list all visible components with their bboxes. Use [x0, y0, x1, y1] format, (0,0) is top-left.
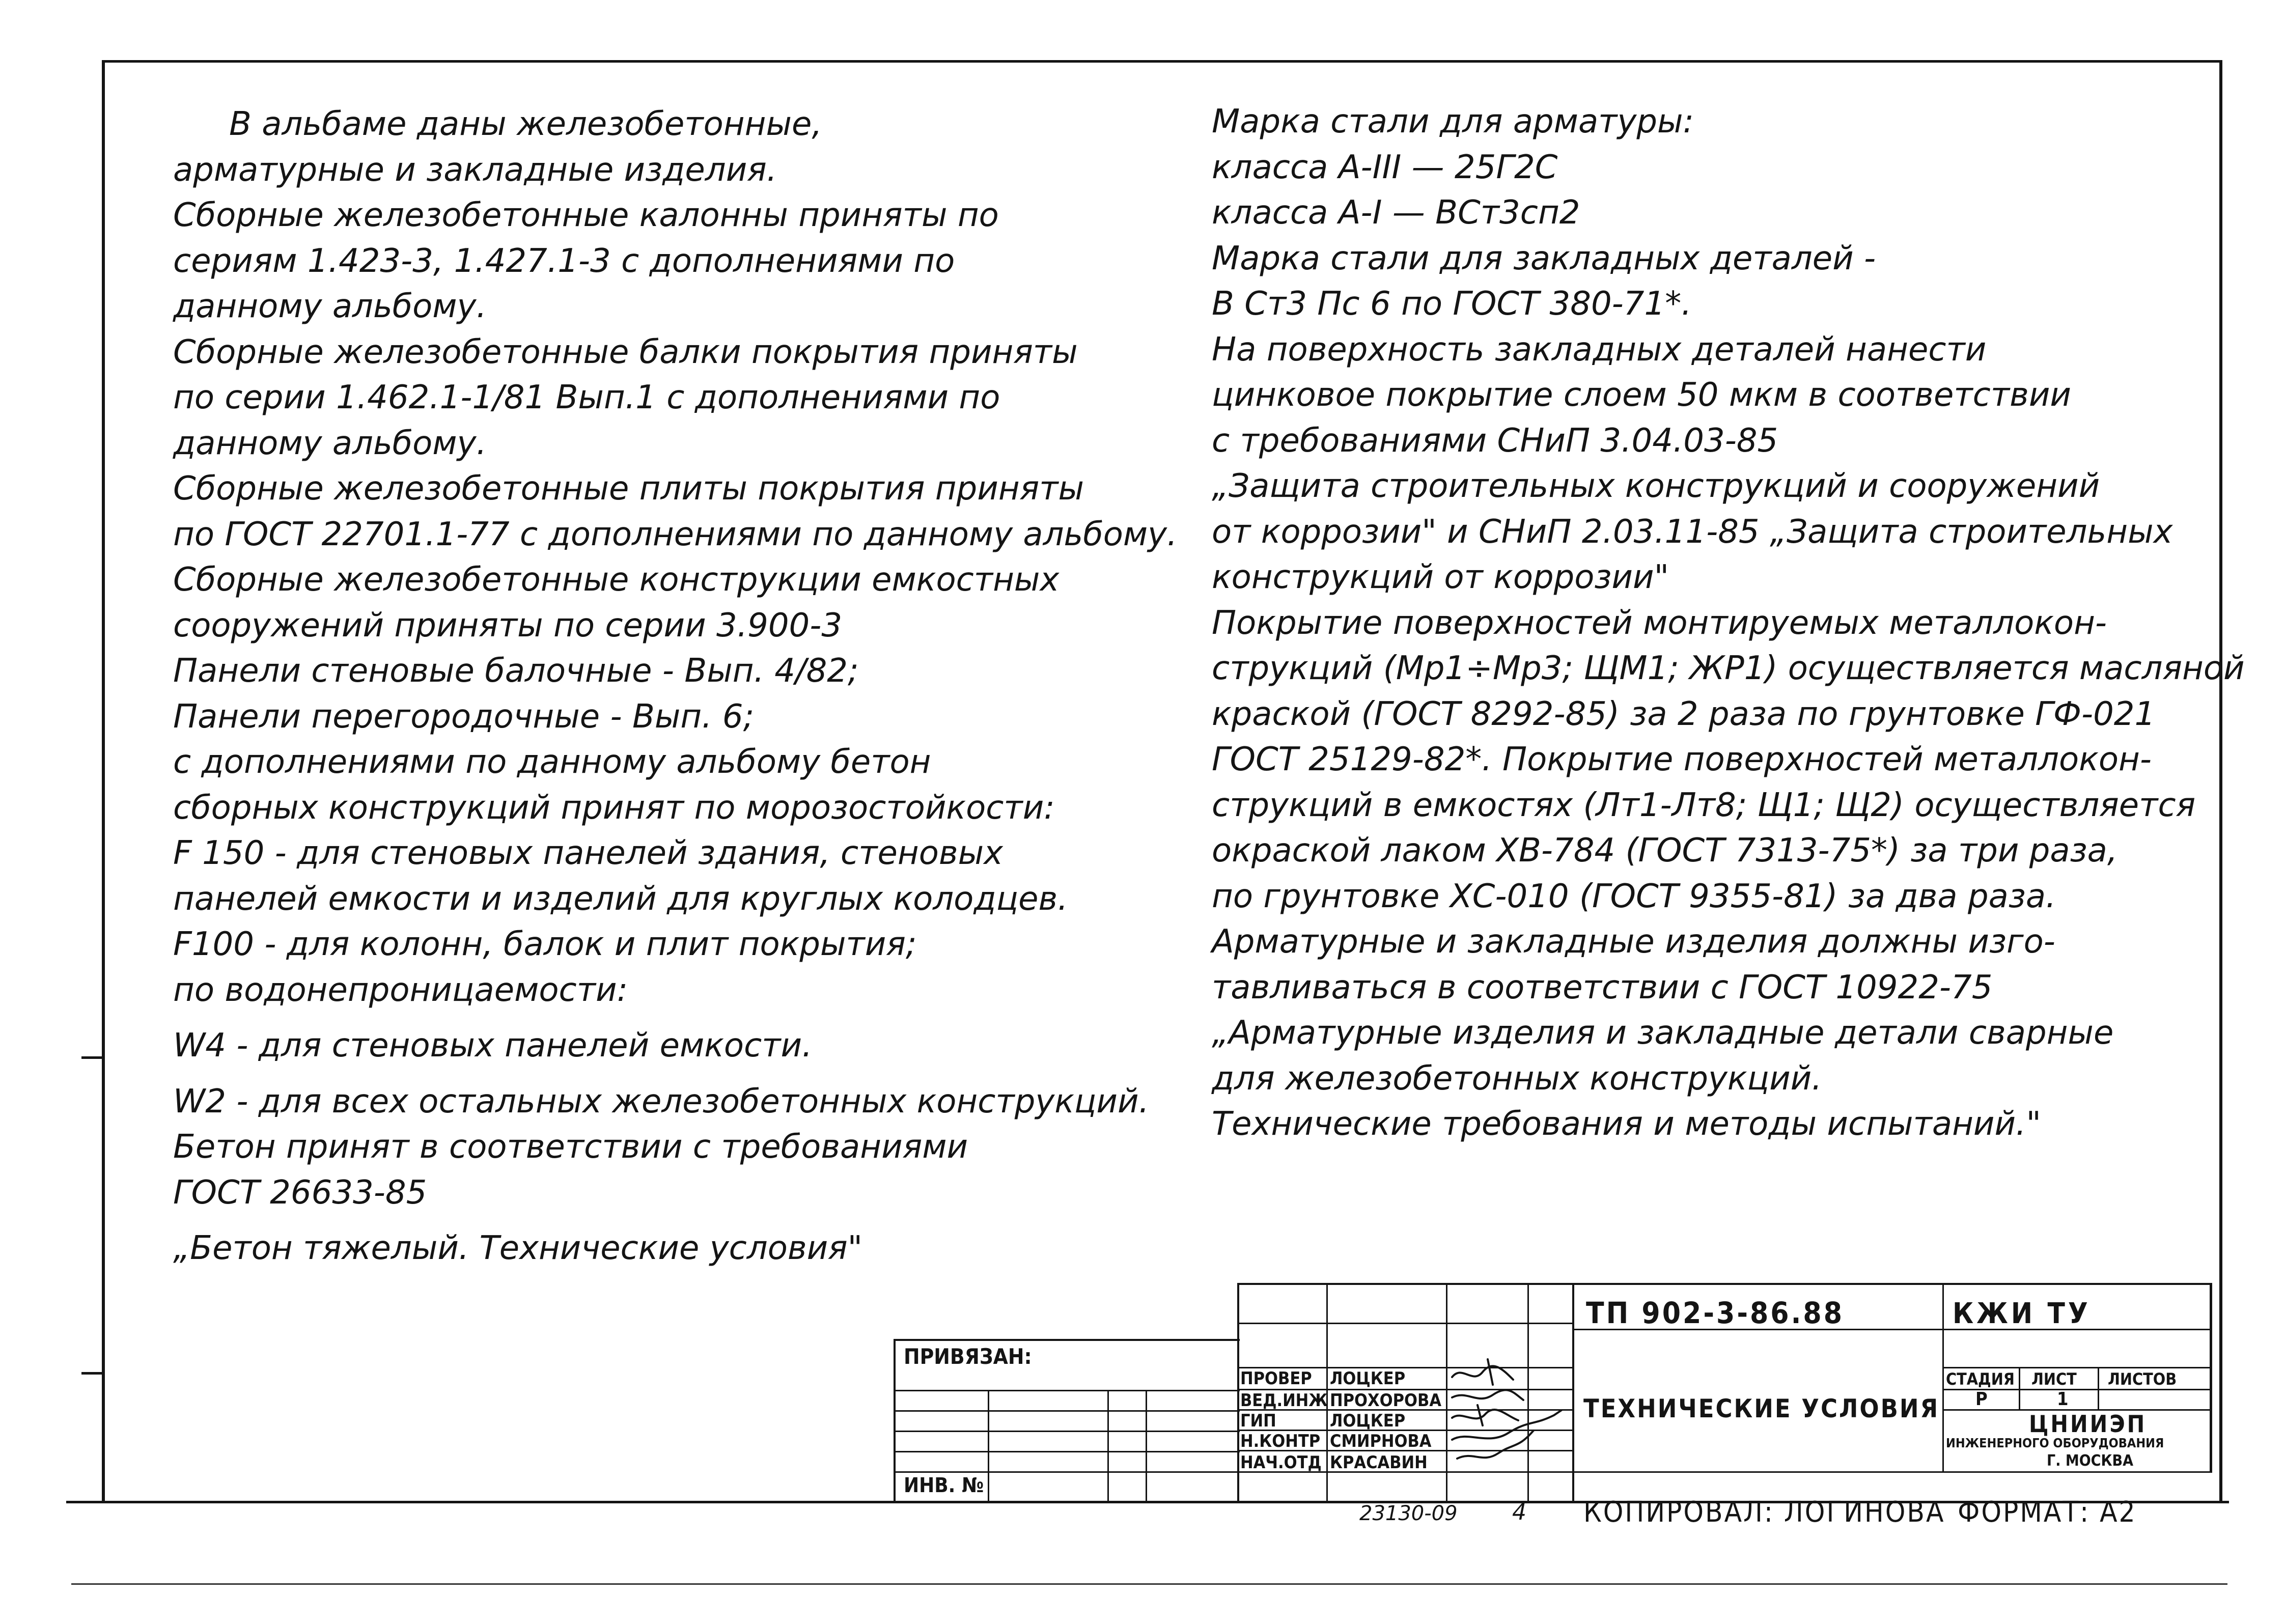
organization-city: Г. МОСКВА — [2047, 1452, 2133, 1470]
note-line: Покрытие поверхностей монтируемых металлокон- — [1212, 604, 2107, 642]
stage-value: Р — [1975, 1389, 1988, 1410]
note-line: W4 - для стеновых панелей емкости. — [173, 1027, 813, 1065]
note-line: по грунтовке ХС-010 (ГОСТ 9355-81) за два раза. — [1212, 877, 2056, 915]
name-checked: ЛОЦКЕР — [1330, 1368, 1406, 1389]
role-department-head: НАЧ.ОТД — [1240, 1452, 1322, 1473]
note-line: Бетон принят в соответствии с требованиями — [173, 1128, 968, 1166]
note-line: класса А-I — ВСт3сп2 — [1212, 194, 1580, 232]
sheet-format: ФОРМАТ: А2 — [1958, 1496, 2137, 1529]
organization-department: ИНЖЕНЕРНОГО ОБОРУДОВАНИЯ — [1946, 1436, 2164, 1450]
note-line: „Арматурные изделия и закладные детали сварные — [1212, 1014, 2114, 1052]
note-line: данному альбому. — [173, 288, 487, 325]
note-line: струкций (Мр1÷Мр3; ЩМ1; ЖР1) осуществляется масляной — [1212, 650, 2245, 687]
note-line: „Защита строительных конструкций и сооружений — [1212, 467, 2100, 505]
document-mark: КЖИ ТУ — [1953, 1297, 2091, 1330]
note-line: класса А-III — 25Г2С — [1212, 148, 1558, 186]
notes-right-column — [1212, 99, 2245, 1147]
stage-header: СТАДИЯ — [1946, 1369, 2015, 1389]
note-line: с требованиями СНиП 3.04.03-85 — [1212, 422, 1778, 460]
note-line: окраской лаком ХВ-784 (ГОСТ 7313-75*) за три раза, — [1212, 832, 2118, 870]
privyazan-label: ПРИВЯЗАН: — [904, 1344, 1032, 1369]
note-line: Панели перегородочные - Вып. 6; — [173, 697, 755, 736]
note-line: Сборные железобетонные конструкции емкостных — [173, 561, 1060, 599]
note-line: В Ст3 Пс 6 по ГОСТ 380-71*. — [1212, 285, 1692, 323]
role-norm-control: Н.КОНТР — [1240, 1431, 1321, 1451]
name-department-head: КРАСАВИН — [1330, 1452, 1428, 1473]
note-line: данному альбому. — [173, 424, 487, 462]
archive-number: 23130-09 — [1359, 1502, 1458, 1525]
note-line: ГОСТ 25129-82*. Покрытие поверхностей металлокон- — [1212, 741, 2152, 778]
note-line: для железобетонных конструкций. — [1212, 1059, 1822, 1098]
note-line: от коррозии" и СНиП 2.03.11-85 „Защита строительных — [1212, 513, 2173, 551]
note-line: сооружений приняты по серии 3.900-3 — [173, 606, 843, 645]
note-line: по серии 1.462.1-1/81 Вып.1 с дополнениями по — [173, 379, 1000, 416]
note-line: ГОСТ 26633-85 — [173, 1173, 427, 1212]
note-line: по ГОСТ 22701.1-77 с дополнениями по данному альбому. — [173, 515, 1178, 553]
role-chief-engineer: ГИП — [1240, 1411, 1276, 1431]
margin-tick — [81, 1372, 105, 1375]
page-number: 4 — [1512, 1499, 1526, 1525]
note-line: „Бетон тяжелый. Технические условия" — [173, 1229, 863, 1267]
note-line: Сборные железобетонные балки покрытия приняты — [173, 333, 1078, 371]
note-line: с дополнениями по данному альбому бетон — [173, 743, 931, 781]
note-line: Технические требования и методы испытаний." — [1212, 1105, 2041, 1143]
sheet-header: ЛИСТ — [2031, 1369, 2077, 1389]
note-line: цинковое покрытие слоем 50 мкм в соответствии — [1212, 376, 2071, 414]
margin-tick — [81, 1056, 105, 1059]
note-line: Марка стали для арматуры: — [1212, 103, 1694, 141]
note-line: F 150 - для стеновых панелей здания, стеновых — [173, 834, 1003, 872]
inventory-number-label: ИНВ. № — [904, 1474, 984, 1497]
role-checked: ПРОВЕР — [1240, 1368, 1312, 1389]
note-line: F100 - для колонн, балок и плит покрытия; — [173, 926, 917, 963]
document-code: ТП 902-3-86.88 — [1586, 1296, 1845, 1330]
note-line: Сборные железобетонные плиты покрытия приняты — [173, 470, 1084, 508]
role-lead-engineer: ВЕД.ИНЖ — [1240, 1390, 1328, 1411]
note-line: по водонепроницаемости: — [173, 971, 628, 1009]
name-lead-engineer: ПРОХОРОВА — [1330, 1390, 1441, 1411]
note-line: На поверхность закладных деталей нанести — [1212, 330, 1987, 369]
note-line: Панели стеновые балочные - Вып. 4/82; — [173, 652, 859, 690]
page-bottom-line — [71, 1583, 2227, 1585]
note-line: W2 - для всех остальных железобетонных конструкций. — [173, 1082, 1149, 1121]
note-line: Марка стали для закладных деталей - — [1212, 239, 1876, 277]
note-line: конструкций от коррозии" — [1212, 558, 1669, 596]
signatures-scribble — [1447, 1349, 1574, 1474]
note-line: Арматурные и закладные изделия должны изго- — [1212, 923, 2055, 961]
sheet-value: 1 — [2057, 1389, 2069, 1410]
name-chief-engineer: ЛОЦКЕР — [1330, 1411, 1406, 1431]
document-title: ТЕХНИЧЕСКИЕ УСЛОВИЯ — [1583, 1394, 1940, 1423]
note-line: сборных конструкций принят по морозостойкости: — [173, 789, 1055, 827]
organization-name: ЦНИИЭП — [2029, 1410, 2147, 1438]
note-line: Сборные железобетонные калонны приняты по — [173, 197, 999, 234]
note-line: струкций в емкостях (Лт1-Лт8; Щ1; Щ2) осуществляется — [1212, 786, 2196, 824]
sheets-header: ЛИСТОВ — [2108, 1369, 2177, 1389]
notes-left-column — [173, 102, 1191, 1272]
note-line: панелей емкости и изделий для круглых колодцев. — [173, 880, 1068, 918]
copied-by: КОПИРОВАЛ: ЛОГИНОВА — [1583, 1496, 1945, 1529]
note-line: краской (ГОСТ 8292-85) за 2 раза по грунтовке ГФ-021 — [1212, 695, 2156, 733]
note-line: тавливаться в соответствии с ГОСТ 10922-75 — [1212, 968, 1993, 1006]
note-line: сериям 1.423-3, 1.427.1-3 с дополнениями по — [173, 242, 955, 280]
note-line: В альбаме даны железобетонные, — [229, 105, 822, 143]
note-line: арматурные и закладные изделия. — [173, 151, 777, 189]
name-norm-control: СМИРНОВА — [1330, 1431, 1432, 1451]
